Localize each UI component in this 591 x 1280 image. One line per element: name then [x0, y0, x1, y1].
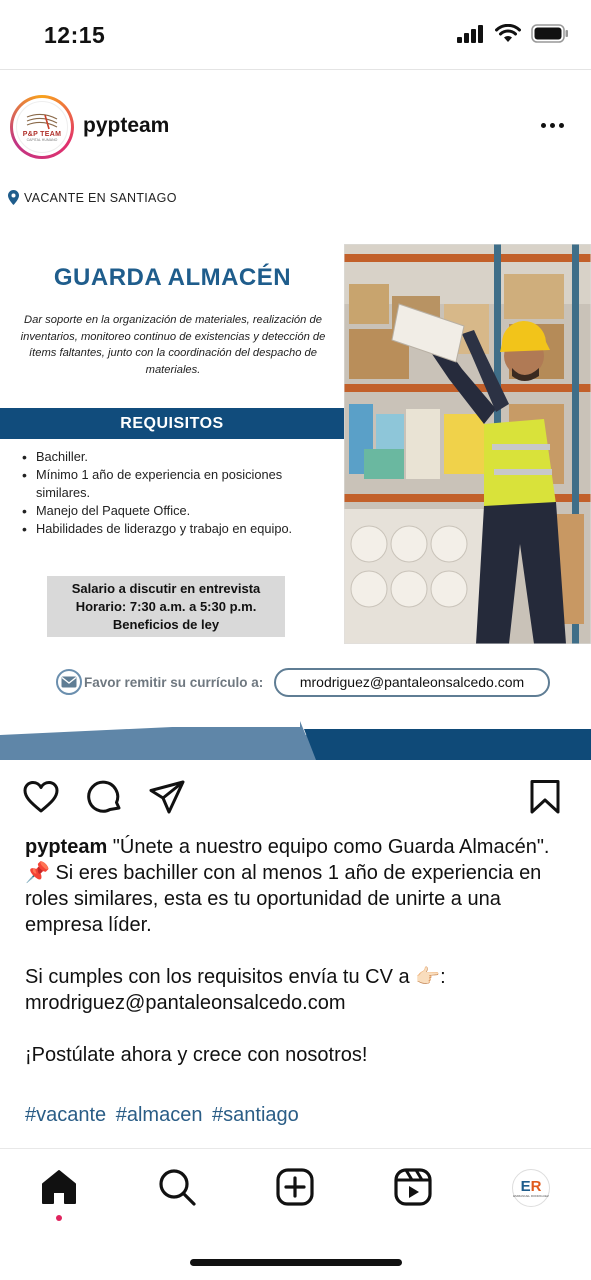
caption-paragraph-1 [25, 834, 573, 938]
hashtag-link[interactable]: #santiago [212, 1104, 299, 1126]
profile-avatar[interactable] [512, 1169, 550, 1207]
signal-icon [457, 25, 485, 43]
requirements-list [20, 448, 330, 538]
more-options-button[interactable] [541, 115, 571, 135]
story-avatar[interactable] [10, 95, 74, 159]
warehouse-worker-photo [344, 244, 591, 644]
salary-text: Salario a discutir en entrevista [71, 581, 261, 596]
caption-username[interactable]: pypteam [25, 836, 108, 858]
post-action-bar [0, 776, 591, 820]
requirement-item: • Mínimo 1 año de experiencia en posiciones similares. [20, 466, 330, 502]
home-indicator [190, 1259, 402, 1266]
requirement-item: • Manejo del Paquete Office. [20, 502, 330, 520]
post-image[interactable] [0, 172, 591, 760]
share-icon[interactable] [148, 778, 186, 816]
post-caption [25, 834, 573, 1094]
hashtag-link[interactable]: #almacen [115, 1104, 203, 1126]
reels-icon[interactable] [393, 1167, 433, 1207]
status-icons [457, 24, 569, 43]
create-post-icon[interactable] [275, 1167, 315, 1207]
location-pin-icon [8, 190, 19, 205]
profile-initials: ER [520, 1177, 542, 1195]
wifi-icon [495, 24, 521, 43]
requirement-item: • Habilidades de liderazgo y trabajo en equipo. [20, 520, 330, 538]
email-address-pill: mrodriguez@pantaleonsalcedo.com [274, 668, 550, 697]
location-text: VACANTE EN SANTIAGO [24, 190, 177, 205]
status-bar [0, 0, 591, 70]
post-username[interactable]: pypteam [83, 114, 170, 137]
email-row [56, 668, 556, 698]
requirements-heading: REQUISITOS [0, 408, 344, 439]
email-label: Favor remitir su currículo a: [84, 675, 264, 690]
search-icon[interactable] [157, 1167, 197, 1207]
battery-icon [531, 24, 569, 43]
heart-icon[interactable] [22, 778, 60, 816]
hashtag-link[interactable]: #vacante [25, 1104, 107, 1126]
home-icon[interactable] [39, 1167, 79, 1207]
status-time: 12:15 [44, 22, 106, 48]
location-tag [8, 190, 177, 205]
caption-text-1: "Únete a nuestro equipo como Guarda Almacén". 📌 Si eres bachiller con al menos 1 año de experiencia en roles similares, esta es tu oportunidad de unirte a una empresa líder. [25, 836, 550, 936]
job-title: GUARDA ALMACÉN [53, 264, 292, 291]
bookmark-icon[interactable] [526, 778, 564, 816]
job-info-box [47, 576, 285, 637]
post-header [0, 90, 591, 162]
mail-icon-wrap [56, 669, 82, 695]
schedule-text: Horario: 7:30 a.m. a 5:30 p.m. [75, 599, 257, 614]
requirement-item: • Bachiller. [20, 448, 330, 466]
logo-sub-text: CAPITAL HUMANO [26, 137, 58, 142]
logo-brand-text: P&P TEAM [22, 130, 62, 138]
benefits-text: Beneficios de ley [112, 617, 220, 632]
caption-paragraph-3: ¡Postúlate ahora y crece con nosotros! [25, 1044, 368, 1066]
envelope-icon [61, 676, 77, 688]
profile-name: EMMANUEL RODRIGUEZ [513, 1193, 549, 1198]
dot-icon [541, 123, 546, 128]
caption-paragraph-2: Si cumples con los requisitos envía tu CV a 👉🏻: mrodriguez@pantaleonsalcedo.com [25, 966, 446, 1014]
dot-icon [550, 123, 555, 128]
dot-icon [559, 123, 564, 128]
job-description: Dar soporte en la organización de materiales, realización de inventarios, monitoreo continuo de existencias y detección de ítems faltantes, junto con la coordinación del despacho de materiales. [20, 314, 326, 376]
brand-logo [16, 101, 68, 153]
footer-band [0, 721, 591, 760]
hashtag-list [25, 1104, 303, 1127]
notification-dot [56, 1215, 62, 1221]
comment-icon[interactable] [86, 778, 124, 816]
logo-lines-icon [25, 113, 59, 131]
top-divider [0, 69, 591, 70]
